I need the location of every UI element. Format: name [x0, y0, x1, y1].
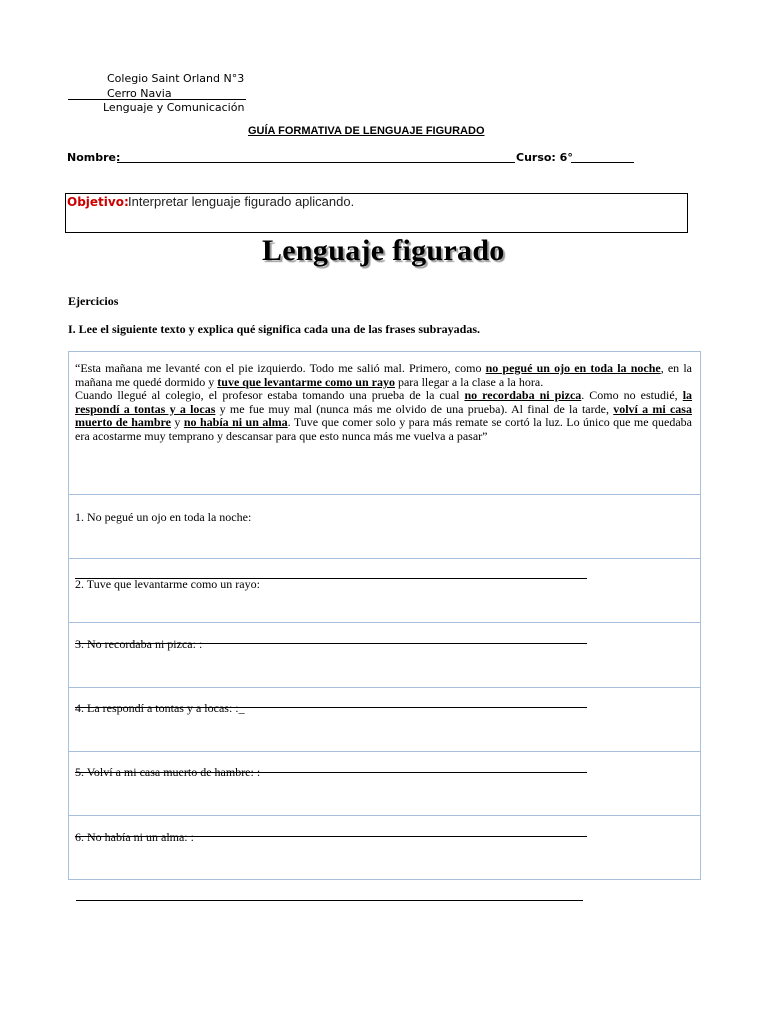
question-row — [69, 815, 700, 879]
answer-line[interactable] — [75, 836, 587, 837]
answer-line[interactable] — [75, 772, 587, 773]
question-row — [69, 687, 700, 752]
question-text: 3. No recordaba ni pizca: : — [75, 637, 203, 651]
bottom-answer-line[interactable] — [76, 900, 583, 901]
passage-row — [69, 352, 700, 495]
objective-label: Objetivo: — [67, 195, 129, 209]
school-name: Colegio Saint Orland N°3 — [107, 72, 245, 85]
school-subject: Lenguaje y Comunicación — [103, 101, 245, 114]
exercises-instruction: I. Lee el siguiente texto y explica qué significa cada una de las frases subrayadas. — [68, 322, 481, 336]
objective-box — [65, 193, 688, 233]
answer-line[interactable] — [75, 578, 587, 579]
question-text: 1. No pegué un ojo en toda la noche: — [75, 510, 252, 524]
underlined-phrase-6: no había ni un alma — [183, 415, 288, 429]
passage-text: “Esta mañana me levanté con el pie izquierdo. Todo me salió mal. Primero, como no pegué un ojo en toda la noche, en la mañana me quedé dormido y tuve que levantarme como un rayo para llegar a la clase a la hora. Cuando llegué al colegio, el profesor estaba tomando una prueba de la cual no recordaba ni pizca. Como no estudié, la respondí a tontas y a locas y me fue muy mal (nunca más me olvido de una prueba). Al final de la tarde, volví a mi casa muerto de hambre y no había ni un alma. Tuve que comer solo y para más remate se cortó la luz. Lo único que me quedaba era acostarme muy temprano y descansar para que esto nunca más me vuelva a pasar” — [75, 361, 693, 443]
underlined-phrase-1: no pegué un ojo en toda la noche — [485, 361, 661, 375]
underlined-phrase-4: la respondí a tontas y a locas — [75, 388, 693, 416]
header-underline — [68, 99, 246, 100]
answer-line[interactable] — [75, 707, 587, 708]
underlined-phrase-2: tuve que levantarme como un rayo — [217, 374, 395, 389]
question-row — [69, 558, 700, 623]
answer-line[interactable] — [75, 643, 587, 644]
course-label: Curso: 6° — [516, 151, 573, 164]
guide-title: GUÍA FORMATIVA DE LENGUAJE FIGURADO — [248, 125, 485, 137]
question-text: 5. Volví a mi casa muerto de hambre: : — [75, 765, 261, 779]
objective-text: Interpretar lenguaje figurado aplicando. — [128, 194, 355, 209]
question-row — [69, 622, 700, 688]
name-label: Nombre: — [67, 151, 121, 164]
question-text: 4. La respondí a tontas y a locas: :_ — [75, 701, 245, 715]
question-row — [69, 751, 700, 816]
question-text: 6. No había ni un alma: : — [75, 830, 194, 844]
school-location: Cerro Navia — [107, 87, 172, 100]
course-field-line[interactable] — [571, 162, 634, 163]
exercises-heading: Ejercicios — [68, 294, 119, 308]
name-field-line[interactable] — [117, 162, 515, 163]
underlined-phrase-3: no recordaba ni pizca — [464, 388, 582, 402]
exercise-table — [68, 351, 701, 880]
question-text: 2. Tuve que levantarme como un rayo: — [75, 577, 260, 591]
main-title: Lenguaje figurado — [262, 234, 505, 267]
underlined-phrase-5: volví a mi casa muerto de hambre — [75, 401, 692, 429]
question-row — [69, 494, 700, 559]
